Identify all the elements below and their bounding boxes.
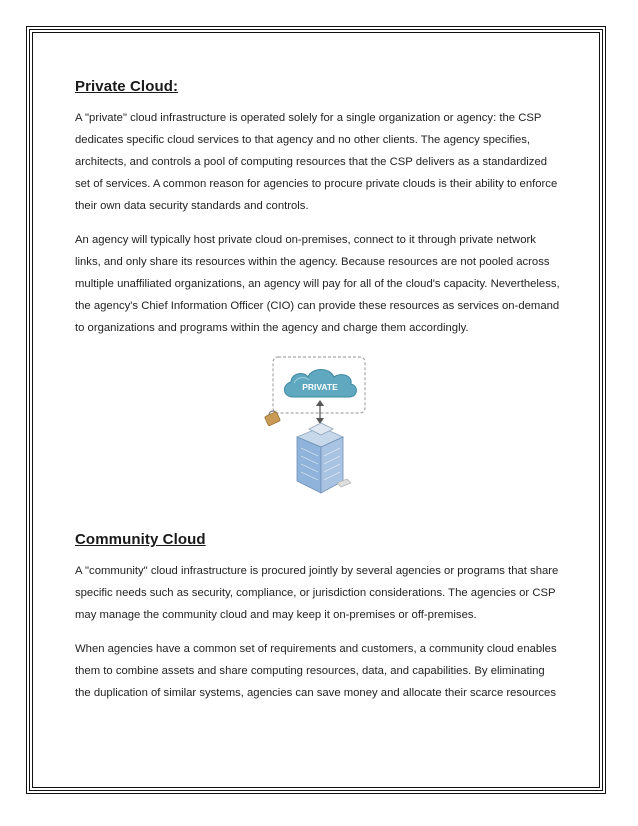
community-cloud-paragraph-2: When agencies have a common set of requirements and customers, a community cloud enables them to combine assets and share computing resources, data, and capabilities. By eliminating the duplication of similar systems, agencies can save money and allocate their scarce resources xyxy=(75,643,557,699)
document-body xyxy=(75,78,563,704)
community-cloud-paragraph-1: A "community" cloud infrastructure is procured jointly by several agencies or programs that share specific needs such as security, compliance, or jurisdiction considerations. The agencies or CSP may manage the community cloud and may keep it on-premises or off-premises. xyxy=(75,565,559,621)
private-cloud-paragraph-2: An agency will typically host private cloud on-premises, connect to it through private network links, and only share its resources within the agency. Because resources are not pooled across multiple unaffiliated organizations, an agency will pay for all of the cloud's capacity. Nevertheless, the agency's Chief Information Officer (CIO) can provide these resources as services on-demand to organizations and programs within the agency and charge them accordingly. xyxy=(75,234,560,334)
community-cloud-heading: Community Cloud xyxy=(75,531,206,548)
building-icon xyxy=(297,423,351,493)
cloud-label: PRIVATE xyxy=(302,382,338,392)
private-cloud-illustration xyxy=(75,353,563,503)
private-cloud-diagram xyxy=(75,353,563,503)
private-cloud-heading: Private Cloud: xyxy=(75,78,179,95)
private-cloud-paragraph-1: A "private" cloud infrastructure is operated solely for a single organization or agency: the CSP dedicates specific cloud services to that agency and no other clients. The agency specifies, architects, and controls a pool of computing resources that the CSP delivers as a standardized set of services. A common reason for agencies to procure private clouds is their ability to enforce their own data security standards and controls. xyxy=(75,112,558,212)
